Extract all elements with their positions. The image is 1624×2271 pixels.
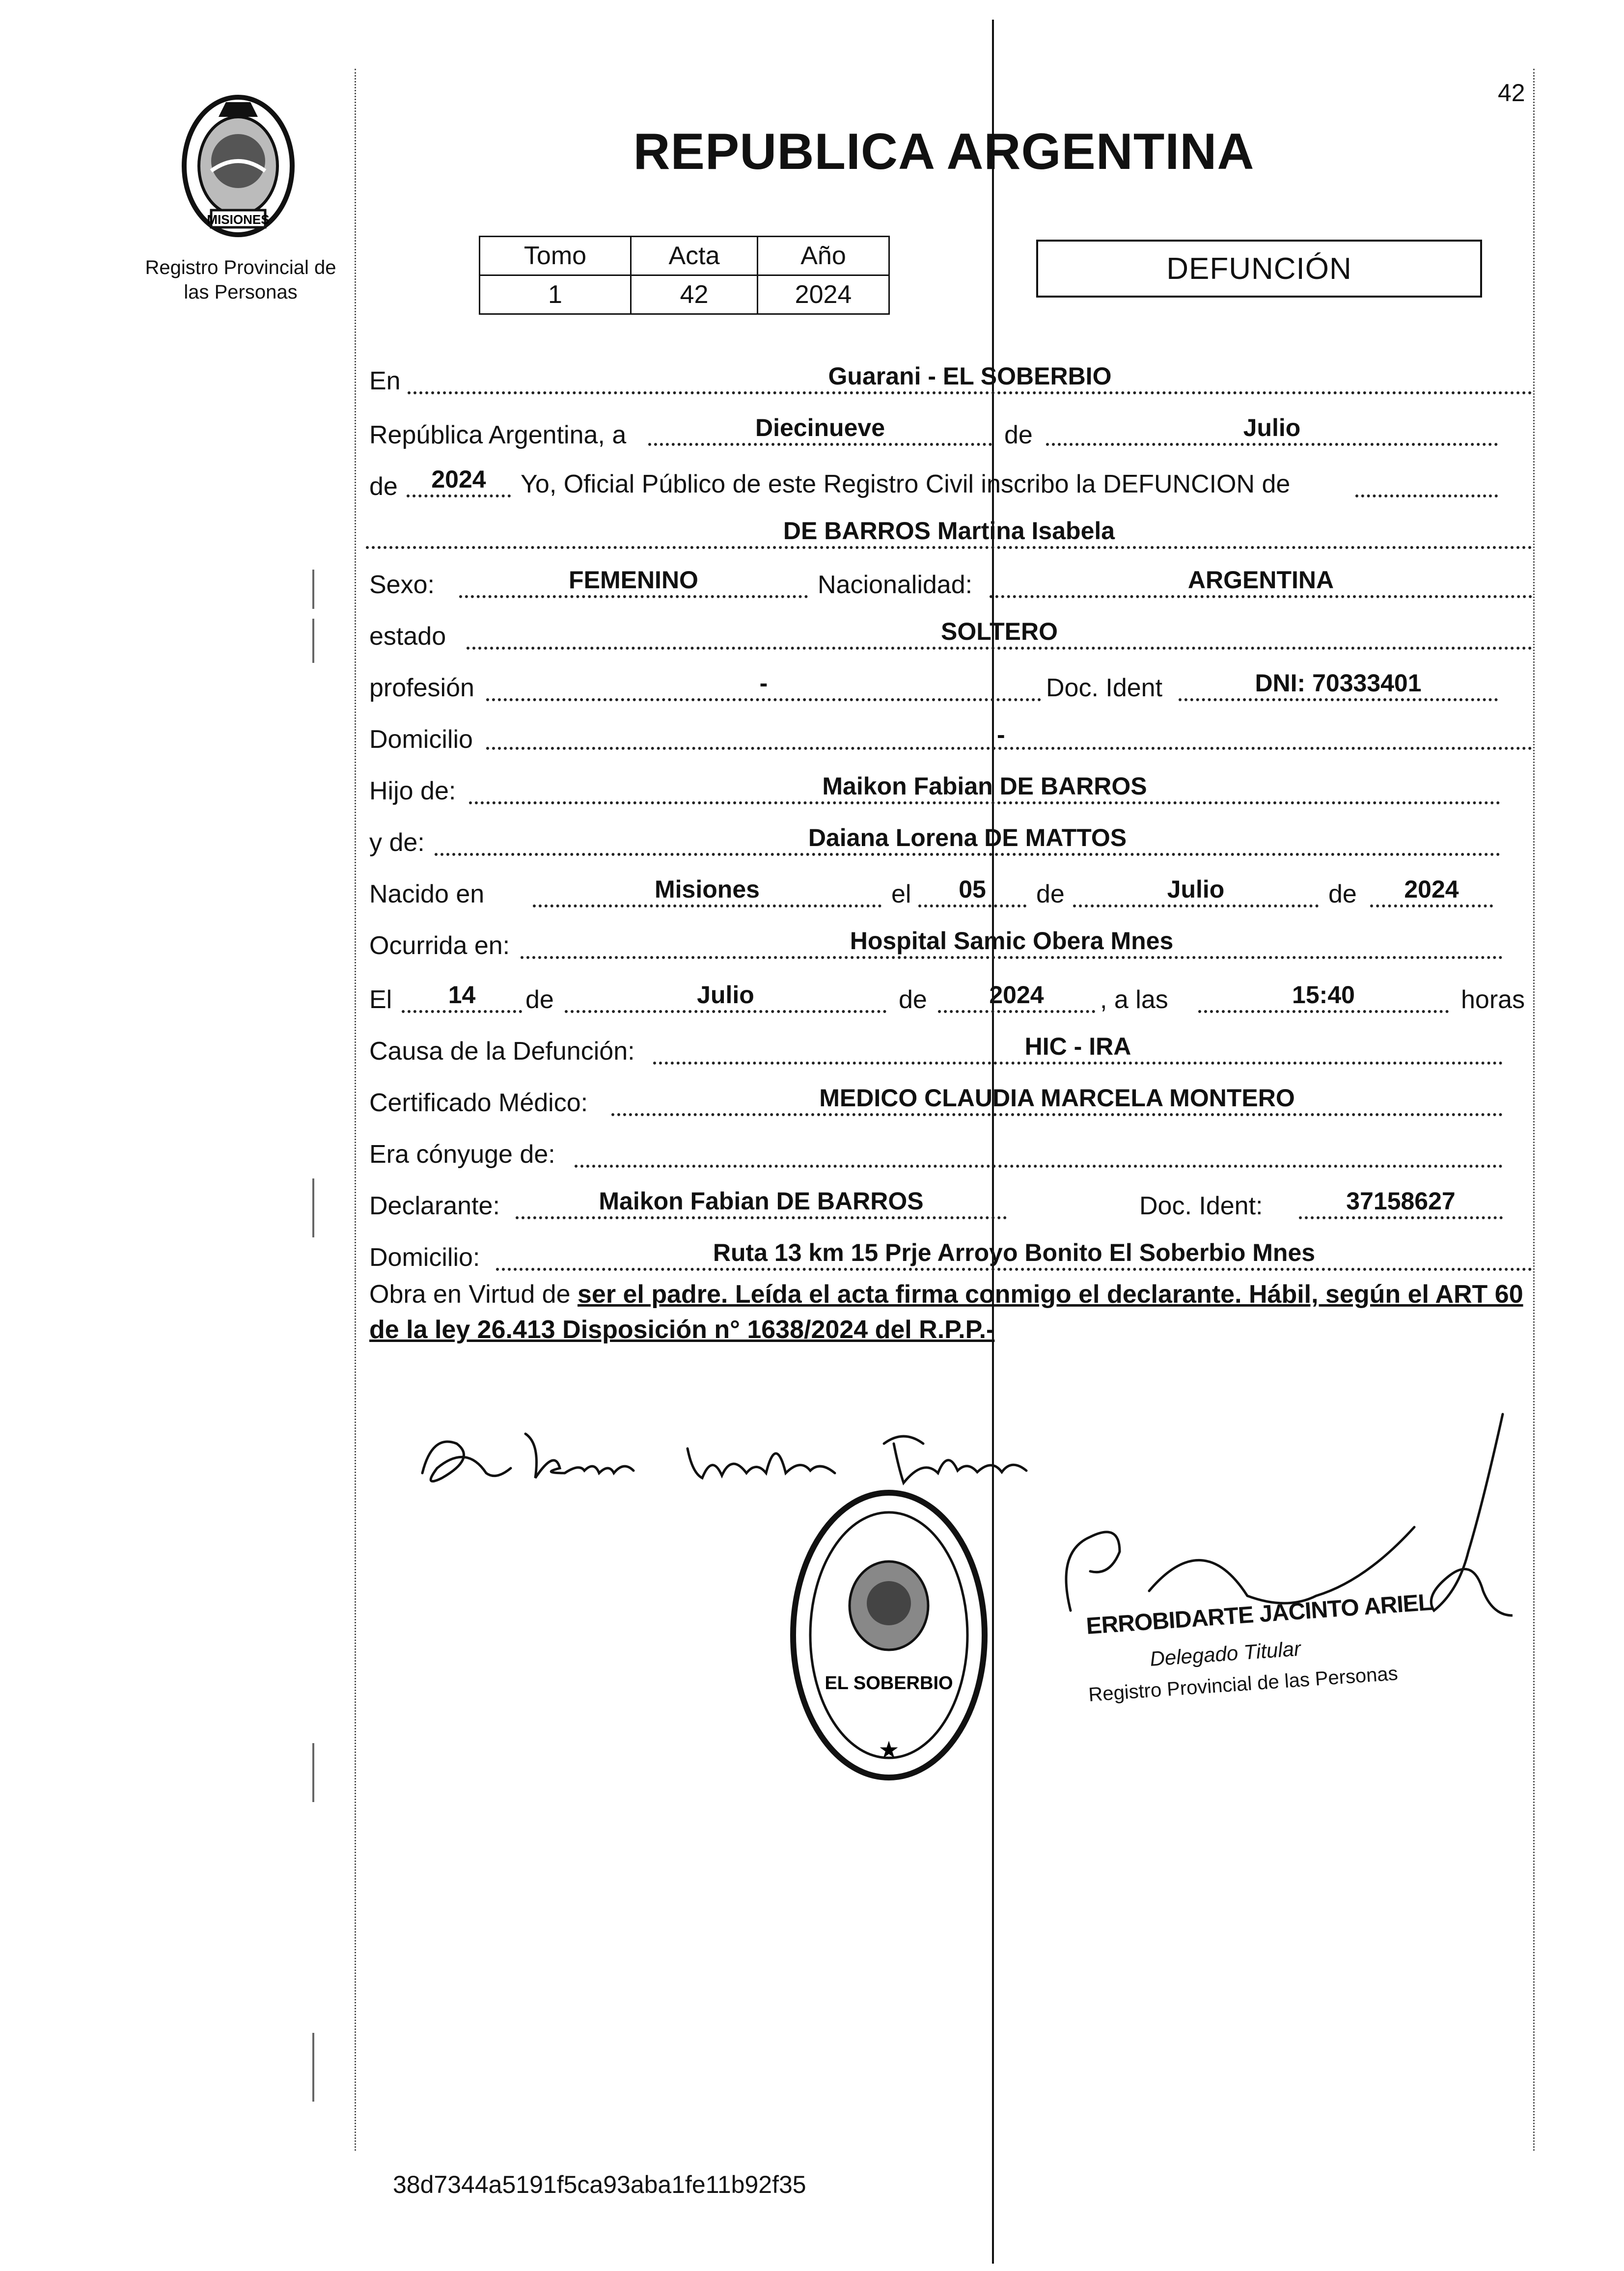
svg-text:MISIONES: MISIONES <box>207 212 270 227</box>
field-def-mes: Julio <box>565 980 886 1013</box>
label-republica: República Argentina, a <box>369 421 627 449</box>
field-declarante-doc: 37158627 <box>1299 1186 1503 1219</box>
field-declarante-domicilio: Ruta 13 km 15 Prje Arroyo Bonito El Soberbio Mnes <box>496 1237 1532 1271</box>
label-profesion: profesión <box>369 674 474 702</box>
label-de: de <box>899 985 927 1014</box>
label-y-de: y de: <box>369 828 425 857</box>
obra-text: ser el padre. Leída el acta firma conmigo el declarante. Hábil, según el ART 60 de la ley 26.413 Disposición n° 1638/2024 del R.P.P.- <box>369 1280 1523 1344</box>
label-doc-ident: Doc. Ident <box>1046 674 1163 702</box>
label-doc-ident2: Doc. Ident: <box>1139 1192 1263 1220</box>
label-hijo-de: Hijo de: <box>369 777 456 805</box>
label-en: En <box>369 367 401 395</box>
label-de: de <box>369 472 398 501</box>
label-domicilio2: Domicilio: <box>369 1243 480 1272</box>
field-hora: 15:40 <box>1198 980 1449 1013</box>
field-nacido-anio: 2024 <box>1370 874 1493 907</box>
label-horas: horas <box>1461 985 1525 1014</box>
field-domicilio: - <box>486 719 1532 750</box>
svg-text:EL SOBERBIO: EL SOBERBIO <box>825 1673 953 1694</box>
label-nacionalidad: Nacionalidad: <box>818 571 973 599</box>
field-lugar: Guarani - EL SOBERBIO <box>408 361 1532 394</box>
label-domicilio: Domicilio <box>369 725 473 754</box>
acta-value: 42 <box>631 275 758 314</box>
field-ocurrida: Hospital Samic Obera Mnes <box>521 926 1503 959</box>
field-yo-continuation <box>1355 464 1498 497</box>
margin-mark <box>312 1178 314 1237</box>
field-declarante: Maikon Fabian DE BARROS <box>516 1186 1007 1219</box>
field-doc: DNI: 70333401 <box>1179 668 1498 701</box>
label-el-upper: El <box>369 985 392 1014</box>
field-conyuge <box>575 1134 1503 1168</box>
page-title: REPUBLICA ARGENTINA <box>633 123 1255 180</box>
label-de: de <box>1036 880 1065 908</box>
anio-header: Año <box>758 237 889 275</box>
left-margin-line <box>355 69 356 2151</box>
label-ocurrida-en: Ocurrida en: <box>369 931 510 960</box>
field-estado: SOLTERO <box>467 616 1532 650</box>
province-seal-logo <box>165 87 312 245</box>
tomo-header: Tomo <box>480 237 631 275</box>
field-anio: 2024 <box>407 464 511 497</box>
record-table <box>479 236 890 315</box>
document-hash: 38d7344a5191f5ca93aba1fe11b92f35 <box>393 2171 806 2198</box>
margin-mark <box>312 2033 314 2102</box>
margin-mark <box>312 619 314 663</box>
label-de: de <box>1328 880 1357 908</box>
field-sexo: FEMENINO <box>459 565 808 598</box>
field-padre: Maikon Fabian DE BARROS <box>469 771 1500 804</box>
label-estado: estado <box>369 622 446 651</box>
field-causa: HIC - IRA <box>653 1031 1503 1065</box>
label-de: de <box>525 985 554 1014</box>
field-def-dia: 14 <box>402 980 522 1013</box>
obra-prefix: Obra en Virtud de <box>369 1280 578 1309</box>
field-nacido-mes: Julio <box>1073 874 1319 907</box>
field-certificado: MEDICO CLAUDIA MARCELA MONTERO <box>611 1083 1503 1116</box>
label-a-las: , a las <box>1100 985 1168 1014</box>
svg-text:★: ★ <box>878 1737 900 1763</box>
record-type-box: DEFUNCIÓN <box>1036 240 1482 298</box>
official-name: ERROBIDARTE JACINTO ARIEL <box>1085 1589 1433 1640</box>
field-nacionalidad: ARGENTINA <box>990 565 1532 598</box>
declarant-signature <box>413 1414 1129 1503</box>
tomo-value: 1 <box>480 275 631 314</box>
label-sexo: Sexo: <box>369 571 435 599</box>
obra-paragraph <box>369 1277 1528 1347</box>
field-nacido-lugar: Misiones <box>533 874 881 907</box>
label-el: el <box>891 880 911 908</box>
official-office: Registro Provincial de las Personas <box>1088 1662 1399 1706</box>
label-de: de <box>1004 421 1033 449</box>
registry-label: Registro Provincial de las Personas <box>145 257 336 303</box>
field-fallecido: DE BARROS Martina Isabela <box>366 516 1532 549</box>
acta-header: Acta <box>631 237 758 275</box>
official-stamp <box>786 1483 992 1787</box>
margin-mark <box>312 1743 314 1802</box>
field-profesion: - <box>486 668 1041 701</box>
label-certificado: Certificado Médico: <box>369 1089 588 1117</box>
official-role: Delegado Titular <box>1149 1637 1302 1670</box>
right-margin-line <box>1533 69 1535 2151</box>
margin-mark <box>312 570 314 609</box>
label-yo: Yo, Oficial Público de este Registro Civil inscribo la DEFUNCION de <box>521 470 1291 498</box>
field-madre: Daiana Lorena DE MATTOS <box>435 822 1500 856</box>
label-nacido-en: Nacido en <box>369 880 485 908</box>
anio-value: 2024 <box>758 275 889 314</box>
field-def-anio: 2024 <box>938 980 1095 1013</box>
label-declarante: Declarante: <box>369 1192 500 1220</box>
field-nacido-dia: 05 <box>918 874 1026 907</box>
field-dia: Diecinueve <box>648 412 992 446</box>
page-number: 42 <box>1498 79 1525 107</box>
field-mes: Julio <box>1046 412 1498 446</box>
label-causa: Causa de la Defunción: <box>369 1037 635 1066</box>
label-conyuge: Era cónyuge de: <box>369 1140 555 1169</box>
